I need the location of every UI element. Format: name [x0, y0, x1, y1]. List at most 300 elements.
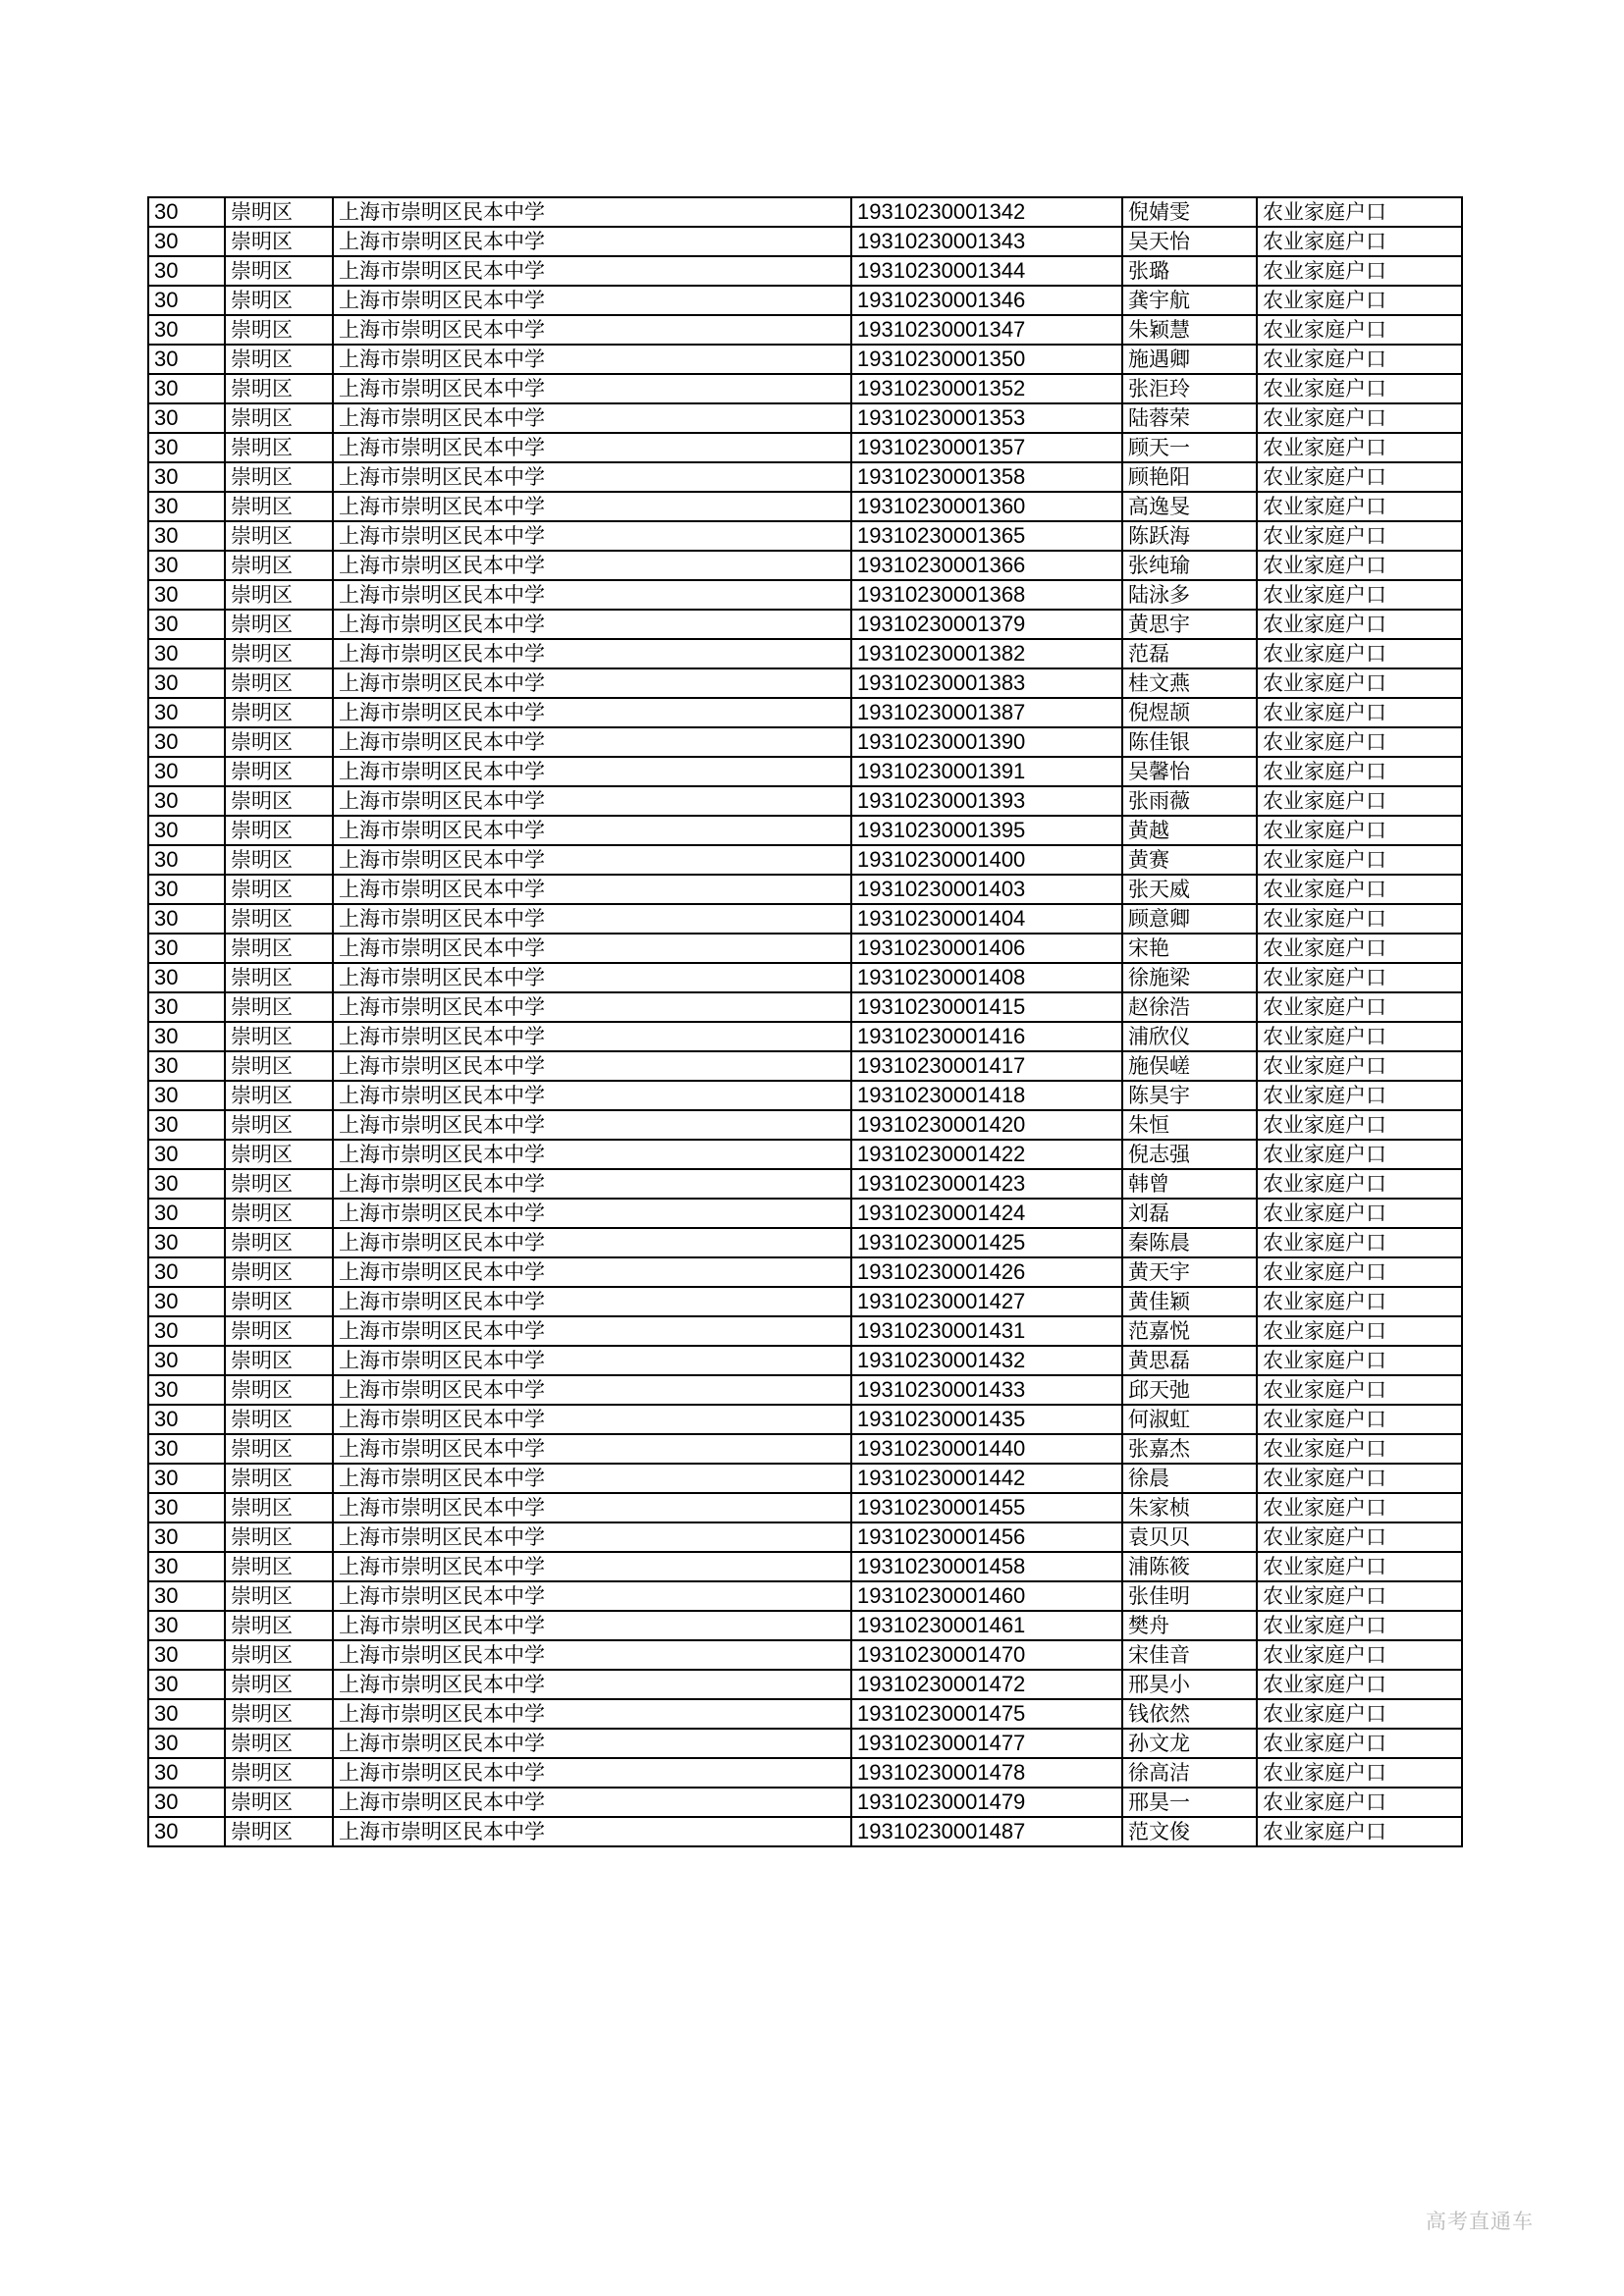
cell-candidate-id: 19310230001344 — [851, 256, 1122, 286]
cell-school-name: 上海市崇明区民本中学 — [333, 786, 851, 816]
cell-household-type: 农业家庭户口 — [1257, 374, 1462, 403]
cell-candidate-id: 19310230001395 — [851, 816, 1122, 845]
cell-district: 崇明区 — [225, 904, 333, 934]
cell-student-name: 袁贝贝 — [1122, 1522, 1257, 1552]
cell-student-name: 桂文燕 — [1122, 668, 1257, 698]
cell-candidate-id: 19310230001387 — [851, 698, 1122, 727]
cell-candidate-id: 19310230001350 — [851, 345, 1122, 374]
cell-district: 崇明区 — [225, 1375, 333, 1405]
cell-candidate-id: 19310230001365 — [851, 521, 1122, 551]
cell-sequence-number: 30 — [148, 492, 225, 521]
cell-candidate-id: 19310230001479 — [851, 1788, 1122, 1817]
cell-student-name: 邢昊小 — [1122, 1670, 1257, 1699]
cell-school-name: 上海市崇明区民本中学 — [333, 1375, 851, 1405]
cell-household-type: 农业家庭户口 — [1257, 992, 1462, 1022]
cell-candidate-id: 19310230001406 — [851, 934, 1122, 963]
cell-household-type: 农业家庭户口 — [1257, 1581, 1462, 1611]
cell-student-name: 范嘉悦 — [1122, 1316, 1257, 1346]
cell-school-name: 上海市崇明区民本中学 — [333, 492, 851, 521]
cell-school-name: 上海市崇明区民本中学 — [333, 1611, 851, 1640]
roster-table-container — [147, 196, 1461, 1847]
cell-household-type: 农业家庭户口 — [1257, 492, 1462, 521]
cell-candidate-id: 19310230001440 — [851, 1434, 1122, 1464]
cell-school-name: 上海市崇明区民本中学 — [333, 315, 851, 345]
table-row — [148, 727, 1462, 757]
cell-student-name: 黄佳颖 — [1122, 1287, 1257, 1316]
cell-sequence-number: 30 — [148, 374, 225, 403]
cell-household-type: 农业家庭户口 — [1257, 1611, 1462, 1640]
table-row — [148, 1493, 1462, 1522]
cell-candidate-id: 19310230001358 — [851, 462, 1122, 492]
cell-household-type: 农业家庭户口 — [1257, 1434, 1462, 1464]
cell-district: 崇明区 — [225, 492, 333, 521]
cell-school-name: 上海市崇明区民本中学 — [333, 904, 851, 934]
cell-candidate-id: 19310230001422 — [851, 1140, 1122, 1169]
table-row — [148, 227, 1462, 256]
cell-student-name: 浦欣仪 — [1122, 1022, 1257, 1051]
cell-district: 崇明区 — [225, 227, 333, 256]
cell-school-name: 上海市崇明区民本中学 — [333, 845, 851, 875]
cell-student-name: 施俣嵯 — [1122, 1051, 1257, 1081]
cell-student-name: 朱恒 — [1122, 1110, 1257, 1140]
cell-candidate-id: 19310230001417 — [851, 1051, 1122, 1081]
cell-school-name: 上海市崇明区民本中学 — [333, 256, 851, 286]
cell-school-name: 上海市崇明区民本中学 — [333, 1758, 851, 1788]
cell-school-name: 上海市崇明区民本中学 — [333, 1110, 851, 1140]
cell-school-name: 上海市崇明区民本中学 — [333, 433, 851, 462]
cell-household-type: 农业家庭户口 — [1257, 1022, 1462, 1051]
table-row — [148, 1169, 1462, 1199]
cell-school-name: 上海市崇明区民本中学 — [333, 1140, 851, 1169]
cell-sequence-number: 30 — [148, 934, 225, 963]
cell-district: 崇明区 — [225, 580, 333, 610]
cell-sequence-number: 30 — [148, 1257, 225, 1287]
cell-household-type: 农业家庭户口 — [1257, 580, 1462, 610]
cell-sequence-number: 30 — [148, 610, 225, 639]
table-row — [148, 1552, 1462, 1581]
cell-student-name: 吴馨怡 — [1122, 757, 1257, 786]
cell-candidate-id: 19310230001487 — [851, 1817, 1122, 1846]
cell-school-name: 上海市崇明区民本中学 — [333, 1081, 851, 1110]
cell-student-name: 顾天一 — [1122, 433, 1257, 462]
cell-student-name: 张洰玲 — [1122, 374, 1257, 403]
cell-sequence-number: 30 — [148, 1670, 225, 1699]
cell-sequence-number: 30 — [148, 904, 225, 934]
cell-sequence-number: 30 — [148, 639, 225, 668]
cell-student-name: 黄赛 — [1122, 845, 1257, 875]
cell-household-type: 农业家庭户口 — [1257, 1788, 1462, 1817]
cell-sequence-number: 30 — [148, 1405, 225, 1434]
table-row — [148, 992, 1462, 1022]
cell-household-type: 农业家庭户口 — [1257, 934, 1462, 963]
cell-student-name: 顾意卿 — [1122, 904, 1257, 934]
cell-district: 崇明区 — [225, 1140, 333, 1169]
cell-school-name: 上海市崇明区民本中学 — [333, 1022, 851, 1051]
cell-school-name: 上海市崇明区民本中学 — [333, 345, 851, 374]
cell-district: 崇明区 — [225, 521, 333, 551]
cell-candidate-id: 19310230001347 — [851, 315, 1122, 345]
cell-school-name: 上海市崇明区民本中学 — [333, 1257, 851, 1287]
cell-sequence-number: 30 — [148, 1640, 225, 1670]
table-row — [148, 1110, 1462, 1140]
cell-household-type: 农业家庭户口 — [1257, 1110, 1462, 1140]
cell-household-type: 农业家庭户口 — [1257, 757, 1462, 786]
table-row — [148, 698, 1462, 727]
cell-district: 崇明区 — [225, 1788, 333, 1817]
table-row — [148, 757, 1462, 786]
cell-candidate-id: 19310230001353 — [851, 403, 1122, 433]
cell-candidate-id: 19310230001379 — [851, 610, 1122, 639]
cell-district: 崇明区 — [225, 875, 333, 904]
cell-district: 崇明区 — [225, 1051, 333, 1081]
cell-sequence-number: 30 — [148, 1316, 225, 1346]
cell-school-name: 上海市崇明区民本中学 — [333, 1817, 851, 1846]
cell-district: 崇明区 — [225, 639, 333, 668]
cell-school-name: 上海市崇明区民本中学 — [333, 521, 851, 551]
cell-student-name: 何淑虹 — [1122, 1405, 1257, 1434]
table-row — [148, 256, 1462, 286]
cell-student-name: 钱依然 — [1122, 1699, 1257, 1729]
cell-school-name: 上海市崇明区民本中学 — [333, 639, 851, 668]
cell-sequence-number: 30 — [148, 1022, 225, 1051]
cell-student-name: 朱颖慧 — [1122, 315, 1257, 345]
table-row — [148, 1640, 1462, 1670]
table-row — [148, 1581, 1462, 1611]
cell-sequence-number: 30 — [148, 1228, 225, 1257]
cell-student-name: 樊舟 — [1122, 1611, 1257, 1640]
table-row — [148, 1228, 1462, 1257]
cell-household-type: 农业家庭户口 — [1257, 786, 1462, 816]
cell-candidate-id: 19310230001478 — [851, 1758, 1122, 1788]
cell-district: 崇明区 — [225, 403, 333, 433]
cell-school-name: 上海市崇明区民本中学 — [333, 1434, 851, 1464]
cell-candidate-id: 19310230001400 — [851, 845, 1122, 875]
cell-school-name: 上海市崇明区民本中学 — [333, 1493, 851, 1522]
cell-candidate-id: 19310230001360 — [851, 492, 1122, 521]
cell-candidate-id: 19310230001461 — [851, 1611, 1122, 1640]
cell-school-name: 上海市崇明区民本中学 — [333, 1670, 851, 1699]
cell-school-name: 上海市崇明区民本中学 — [333, 1522, 851, 1552]
cell-household-type: 农业家庭户口 — [1257, 462, 1462, 492]
cell-sequence-number: 30 — [148, 433, 225, 462]
cell-sequence-number: 30 — [148, 1199, 225, 1228]
cell-school-name: 上海市崇明区民本中学 — [333, 727, 851, 757]
cell-sequence-number: 30 — [148, 1375, 225, 1405]
cell-sequence-number: 30 — [148, 1788, 225, 1817]
cell-school-name: 上海市崇明区民本中学 — [333, 1699, 851, 1729]
cell-candidate-id: 19310230001435 — [851, 1405, 1122, 1434]
cell-district: 崇明区 — [225, 1611, 333, 1640]
cell-candidate-id: 19310230001472 — [851, 1670, 1122, 1699]
table-row — [148, 963, 1462, 992]
cell-candidate-id: 19310230001343 — [851, 227, 1122, 256]
cell-household-type: 农业家庭户口 — [1257, 668, 1462, 698]
table-row — [148, 403, 1462, 433]
cell-district: 崇明区 — [225, 433, 333, 462]
cell-district: 崇明区 — [225, 1464, 333, 1493]
cell-student-name: 邢昊一 — [1122, 1788, 1257, 1817]
cell-student-name: 倪煜颉 — [1122, 698, 1257, 727]
cell-school-name: 上海市崇明区民本中学 — [333, 934, 851, 963]
cell-student-name: 龚宇航 — [1122, 286, 1257, 315]
cell-sequence-number: 30 — [148, 786, 225, 816]
cell-school-name: 上海市崇明区民本中学 — [333, 227, 851, 256]
cell-household-type: 农业家庭户口 — [1257, 904, 1462, 934]
cell-school-name: 上海市崇明区民本中学 — [333, 580, 851, 610]
cell-sequence-number: 30 — [148, 1758, 225, 1788]
cell-sequence-number: 30 — [148, 315, 225, 345]
table-row — [148, 1051, 1462, 1081]
cell-student-name: 张嘉杰 — [1122, 1434, 1257, 1464]
cell-household-type: 农业家庭户口 — [1257, 1729, 1462, 1758]
cell-school-name: 上海市崇明区民本中学 — [333, 668, 851, 698]
cell-household-type: 农业家庭户口 — [1257, 610, 1462, 639]
cell-school-name: 上海市崇明区民本中学 — [333, 286, 851, 315]
cell-household-type: 农业家庭户口 — [1257, 1758, 1462, 1788]
cell-student-name: 张天威 — [1122, 875, 1257, 904]
cell-district: 崇明区 — [225, 1699, 333, 1729]
cell-student-name: 徐高洁 — [1122, 1758, 1257, 1788]
cell-sequence-number: 30 — [148, 227, 225, 256]
cell-household-type: 农业家庭户口 — [1257, 1464, 1462, 1493]
cell-sequence-number: 30 — [148, 816, 225, 845]
cell-student-name: 张璐 — [1122, 256, 1257, 286]
cell-school-name: 上海市崇明区民本中学 — [333, 1051, 851, 1081]
cell-district: 崇明区 — [225, 1817, 333, 1846]
cell-sequence-number: 30 — [148, 1581, 225, 1611]
cell-student-name: 黄天宇 — [1122, 1257, 1257, 1287]
cell-school-name: 上海市崇明区民本中学 — [333, 963, 851, 992]
cell-student-name: 吴天怡 — [1122, 227, 1257, 256]
cell-district: 崇明区 — [225, 1346, 333, 1375]
cell-household-type: 农业家庭户口 — [1257, 816, 1462, 845]
cell-sequence-number: 30 — [148, 1346, 225, 1375]
table-row — [148, 580, 1462, 610]
table-row — [148, 433, 1462, 462]
cell-district: 崇明区 — [225, 1405, 333, 1434]
cell-candidate-id: 19310230001391 — [851, 757, 1122, 786]
cell-sequence-number: 30 — [148, 345, 225, 374]
table-row — [148, 1758, 1462, 1788]
cell-district: 崇明区 — [225, 757, 333, 786]
cell-district: 崇明区 — [225, 845, 333, 875]
cell-district: 崇明区 — [225, 668, 333, 698]
cell-school-name: 上海市崇明区民本中学 — [333, 698, 851, 727]
cell-sequence-number: 30 — [148, 875, 225, 904]
cell-household-type: 农业家庭户口 — [1257, 345, 1462, 374]
cell-candidate-id: 19310230001425 — [851, 1228, 1122, 1257]
cell-sequence-number: 30 — [148, 403, 225, 433]
cell-school-name: 上海市崇明区民本中学 — [333, 1581, 851, 1611]
cell-student-name: 范磊 — [1122, 639, 1257, 668]
cell-sequence-number: 30 — [148, 963, 225, 992]
cell-household-type: 农业家庭户口 — [1257, 1081, 1462, 1110]
table-row — [148, 845, 1462, 875]
table-row — [148, 1729, 1462, 1758]
cell-candidate-id: 19310230001393 — [851, 786, 1122, 816]
table-row — [148, 1788, 1462, 1817]
cell-student-name: 顾艳阳 — [1122, 462, 1257, 492]
cell-district: 崇明区 — [225, 1199, 333, 1228]
cell-candidate-id: 19310230001346 — [851, 286, 1122, 315]
table-row — [148, 462, 1462, 492]
cell-candidate-id: 19310230001382 — [851, 639, 1122, 668]
cell-household-type: 农业家庭户口 — [1257, 1287, 1462, 1316]
table-row — [148, 1257, 1462, 1287]
cell-sequence-number: 30 — [148, 992, 225, 1022]
cell-sequence-number: 30 — [148, 286, 225, 315]
cell-student-name: 施遇卿 — [1122, 345, 1257, 374]
roster-table-body — [148, 197, 1462, 1846]
cell-household-type: 农业家庭户口 — [1257, 1699, 1462, 1729]
cell-candidate-id: 19310230001442 — [851, 1464, 1122, 1493]
cell-school-name: 上海市崇明区民本中学 — [333, 1552, 851, 1581]
cell-district: 崇明区 — [225, 1169, 333, 1199]
cell-school-name: 上海市崇明区民本中学 — [333, 1729, 851, 1758]
cell-district: 崇明区 — [225, 1110, 333, 1140]
cell-household-type: 农业家庭户口 — [1257, 551, 1462, 580]
cell-candidate-id: 19310230001368 — [851, 580, 1122, 610]
cell-district: 崇明区 — [225, 1316, 333, 1346]
table-row — [148, 521, 1462, 551]
cell-school-name: 上海市崇明区民本中学 — [333, 1287, 851, 1316]
cell-sequence-number: 30 — [148, 1699, 225, 1729]
cell-student-name: 陆泳多 — [1122, 580, 1257, 610]
cell-student-name: 浦陈筱 — [1122, 1552, 1257, 1581]
cell-school-name: 上海市崇明区民本中学 — [333, 1316, 851, 1346]
cell-household-type: 农业家庭户口 — [1257, 315, 1462, 345]
cell-sequence-number: 30 — [148, 256, 225, 286]
cell-district: 崇明区 — [225, 1434, 333, 1464]
cell-school-name: 上海市崇明区民本中学 — [333, 992, 851, 1022]
table-row — [148, 1817, 1462, 1846]
cell-district: 崇明区 — [225, 315, 333, 345]
cell-sequence-number: 30 — [148, 1464, 225, 1493]
cell-household-type: 农业家庭户口 — [1257, 1051, 1462, 1081]
cell-candidate-id: 19310230001470 — [851, 1640, 1122, 1670]
cell-household-type: 农业家庭户口 — [1257, 1140, 1462, 1169]
cell-household-type: 农业家庭户口 — [1257, 1199, 1462, 1228]
cell-student-name: 秦陈晨 — [1122, 1228, 1257, 1257]
cell-district: 崇明区 — [225, 345, 333, 374]
table-row — [148, 610, 1462, 639]
cell-candidate-id: 19310230001458 — [851, 1552, 1122, 1581]
cell-district: 崇明区 — [225, 256, 333, 286]
cell-candidate-id: 19310230001403 — [851, 875, 1122, 904]
cell-household-type: 农业家庭户口 — [1257, 875, 1462, 904]
cell-school-name: 上海市崇明区民本中学 — [333, 757, 851, 786]
cell-sequence-number: 30 — [148, 462, 225, 492]
cell-household-type: 农业家庭户口 — [1257, 639, 1462, 668]
cell-candidate-id: 19310230001408 — [851, 963, 1122, 992]
cell-candidate-id: 19310230001431 — [851, 1316, 1122, 1346]
table-row — [148, 1464, 1462, 1493]
cell-candidate-id: 19310230001383 — [851, 668, 1122, 698]
cell-student-name: 黄思磊 — [1122, 1346, 1257, 1375]
cell-candidate-id: 19310230001342 — [851, 197, 1122, 227]
cell-district: 崇明区 — [225, 1522, 333, 1552]
cell-sequence-number: 30 — [148, 845, 225, 875]
table-row — [148, 197, 1462, 227]
table-row — [148, 1670, 1462, 1699]
cell-sequence-number: 30 — [148, 521, 225, 551]
cell-household-type: 农业家庭户口 — [1257, 433, 1462, 462]
cell-candidate-id: 19310230001456 — [851, 1522, 1122, 1552]
cell-household-type: 农业家庭户口 — [1257, 1257, 1462, 1287]
cell-school-name: 上海市崇明区民本中学 — [333, 875, 851, 904]
table-row — [148, 786, 1462, 816]
cell-student-name: 宋佳音 — [1122, 1640, 1257, 1670]
cell-district: 崇明区 — [225, 786, 333, 816]
cell-student-name: 张佳明 — [1122, 1581, 1257, 1611]
cell-candidate-id: 19310230001366 — [851, 551, 1122, 580]
cell-school-name: 上海市崇明区民本中学 — [333, 403, 851, 433]
cell-school-name: 上海市崇明区民本中学 — [333, 1169, 851, 1199]
cell-student-name: 徐晨 — [1122, 1464, 1257, 1493]
cell-sequence-number: 30 — [148, 197, 225, 227]
table-row — [148, 1199, 1462, 1228]
cell-school-name: 上海市崇明区民本中学 — [333, 1405, 851, 1434]
cell-sequence-number: 30 — [148, 551, 225, 580]
cell-school-name: 上海市崇明区民本中学 — [333, 1640, 851, 1670]
cell-student-name: 黄越 — [1122, 816, 1257, 845]
cell-student-name: 邱天弛 — [1122, 1375, 1257, 1405]
cell-district: 崇明区 — [225, 1670, 333, 1699]
cell-candidate-id: 19310230001423 — [851, 1169, 1122, 1199]
cell-sequence-number: 30 — [148, 698, 225, 727]
table-row — [148, 1611, 1462, 1640]
cell-household-type: 农业家庭户口 — [1257, 1493, 1462, 1522]
cell-district: 崇明区 — [225, 1228, 333, 1257]
cell-sequence-number: 30 — [148, 1729, 225, 1758]
cell-household-type: 农业家庭户口 — [1257, 1316, 1462, 1346]
cell-district: 崇明区 — [225, 1287, 333, 1316]
cell-student-name: 赵徐浩 — [1122, 992, 1257, 1022]
cell-district: 崇明区 — [225, 816, 333, 845]
cell-candidate-id: 19310230001357 — [851, 433, 1122, 462]
table-row — [148, 1405, 1462, 1434]
cell-sequence-number: 30 — [148, 1611, 225, 1640]
cell-student-name: 韩曾 — [1122, 1169, 1257, 1199]
cell-school-name: 上海市崇明区民本中学 — [333, 610, 851, 639]
cell-district: 崇明区 — [225, 1257, 333, 1287]
cell-student-name: 陈跃海 — [1122, 521, 1257, 551]
cell-sequence-number: 30 — [148, 1817, 225, 1846]
cell-household-type: 农业家庭户口 — [1257, 1346, 1462, 1375]
cell-household-type: 农业家庭户口 — [1257, 403, 1462, 433]
cell-sequence-number: 30 — [148, 1434, 225, 1464]
cell-student-name: 范文俊 — [1122, 1817, 1257, 1846]
cell-school-name: 上海市崇明区民本中学 — [333, 816, 851, 845]
cell-school-name: 上海市崇明区民本中学 — [333, 1199, 851, 1228]
table-row — [148, 875, 1462, 904]
cell-student-name: 高逸旻 — [1122, 492, 1257, 521]
cell-district: 崇明区 — [225, 1729, 333, 1758]
table-row — [148, 374, 1462, 403]
cell-school-name: 上海市崇明区民本中学 — [333, 1346, 851, 1375]
cell-household-type: 农业家庭户口 — [1257, 845, 1462, 875]
cell-school-name: 上海市崇明区民本中学 — [333, 1788, 851, 1817]
cell-student-name: 黄思宇 — [1122, 610, 1257, 639]
cell-household-type: 农业家庭户口 — [1257, 1552, 1462, 1581]
table-row — [148, 1699, 1462, 1729]
table-row — [148, 1081, 1462, 1110]
cell-candidate-id: 19310230001460 — [851, 1581, 1122, 1611]
cell-district: 崇明区 — [225, 1581, 333, 1611]
cell-household-type: 农业家庭户口 — [1257, 1228, 1462, 1257]
cell-candidate-id: 19310230001433 — [851, 1375, 1122, 1405]
cell-candidate-id: 19310230001390 — [851, 727, 1122, 757]
